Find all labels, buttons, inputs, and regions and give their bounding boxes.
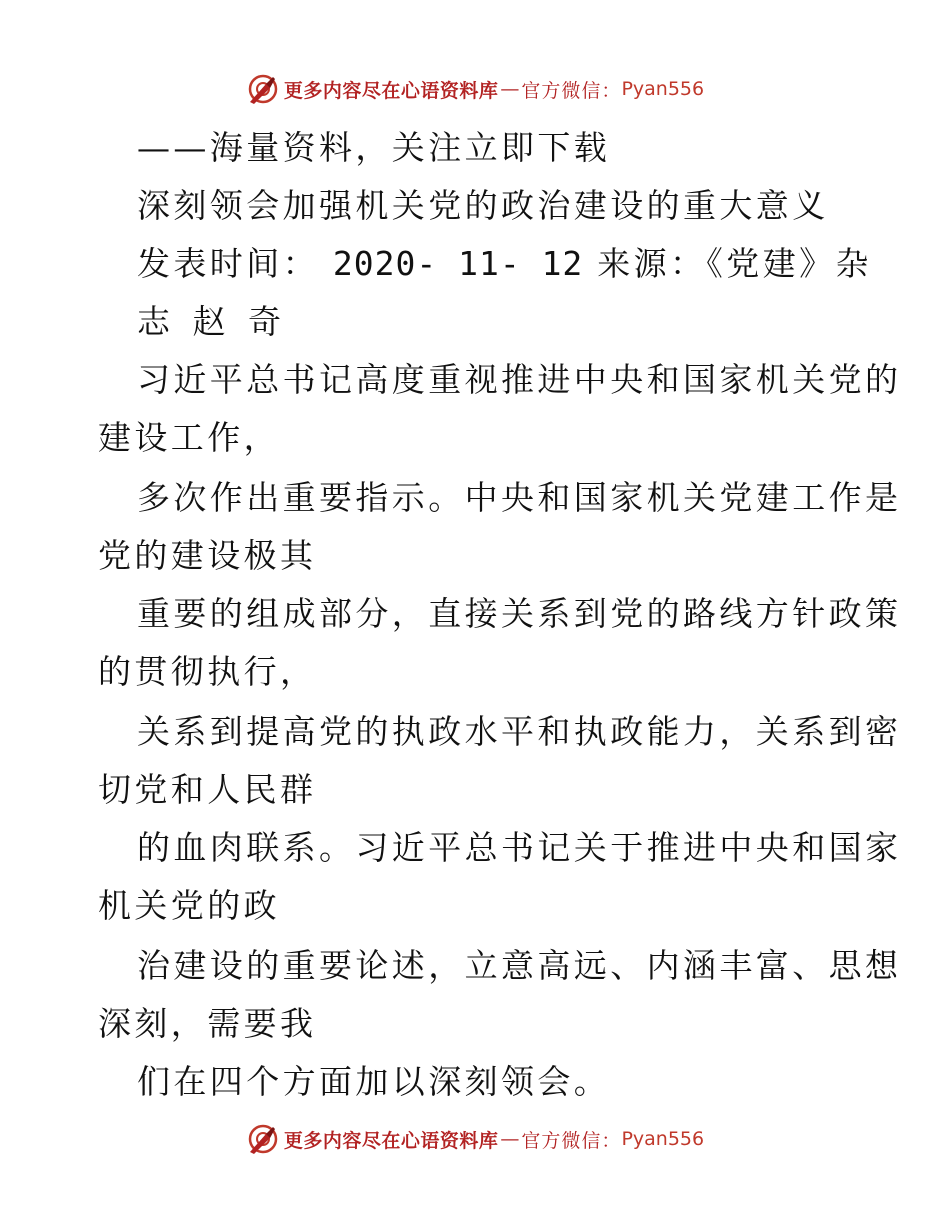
paragraph-line: 多次作出重要指示。中央和国家机关党建工作是 <box>137 478 902 517</box>
paragraph-line: 关系到提高党的执政水平和执政能力，关系到密 <box>137 712 902 751</box>
paragraph-line: 深刻，需要我 <box>98 1004 317 1043</box>
publish-time-label: 发表时间： <box>137 244 319 283</box>
paragraph-line: 重要的组成部分，直接关系到党的路线方针政策 <box>137 594 902 633</box>
pen-logo-icon <box>246 1122 280 1156</box>
header-brand-text: 更多内容尽在心语资料库 <box>283 79 499 102</box>
paragraph-line: 习近平总书记高度重视推进中央和国家机关党的 <box>137 360 902 399</box>
paragraph-line: 机关党的政 <box>98 886 280 925</box>
footer-brand-text: 更多内容尽在心语资料库 <box>283 1129 499 1152</box>
article-author: 志 赵 奇 <box>137 302 287 341</box>
header-watermark <box>0 72 950 106</box>
paragraph-line: 党的建设极其 <box>98 536 317 575</box>
tagline: ——海量资料，关注立即下载 <box>137 128 611 167</box>
paragraph-line: 的贯彻执行， <box>98 652 317 691</box>
article-title: 深刻领会加强机关党的政治建设的重大意义 <box>137 186 829 225</box>
paragraph-line: 切党和人民群 <box>98 770 317 809</box>
paragraph-line: 治建设的重要论述，立意高远、内涵丰富、思想 <box>137 946 902 985</box>
pen-logo-icon <box>246 72 280 106</box>
header-dash: — <box>500 78 520 100</box>
header-wechat-label: 官方微信： <box>521 79 622 102</box>
paragraph-line: 的血肉联系。习近平总书记关于推进中央和国家 <box>137 828 902 867</box>
paragraph-line: 建设工作， <box>98 418 280 457</box>
footer-wechat-label: 官方微信： <box>521 1129 622 1152</box>
article-meta <box>137 244 872 284</box>
footer-wechat-id: Pyan556 <box>621 1128 705 1150</box>
paragraph-line: 们在四个方面加以深刻领会。 <box>137 1062 611 1101</box>
publish-date: 2020- 11- 12 <box>332 244 584 283</box>
footer-dash: — <box>500 1128 520 1150</box>
source-label: 来源：《党建》杂 <box>597 244 872 283</box>
header-wechat-id: Pyan556 <box>621 78 705 100</box>
footer-watermark <box>0 1122 950 1156</box>
